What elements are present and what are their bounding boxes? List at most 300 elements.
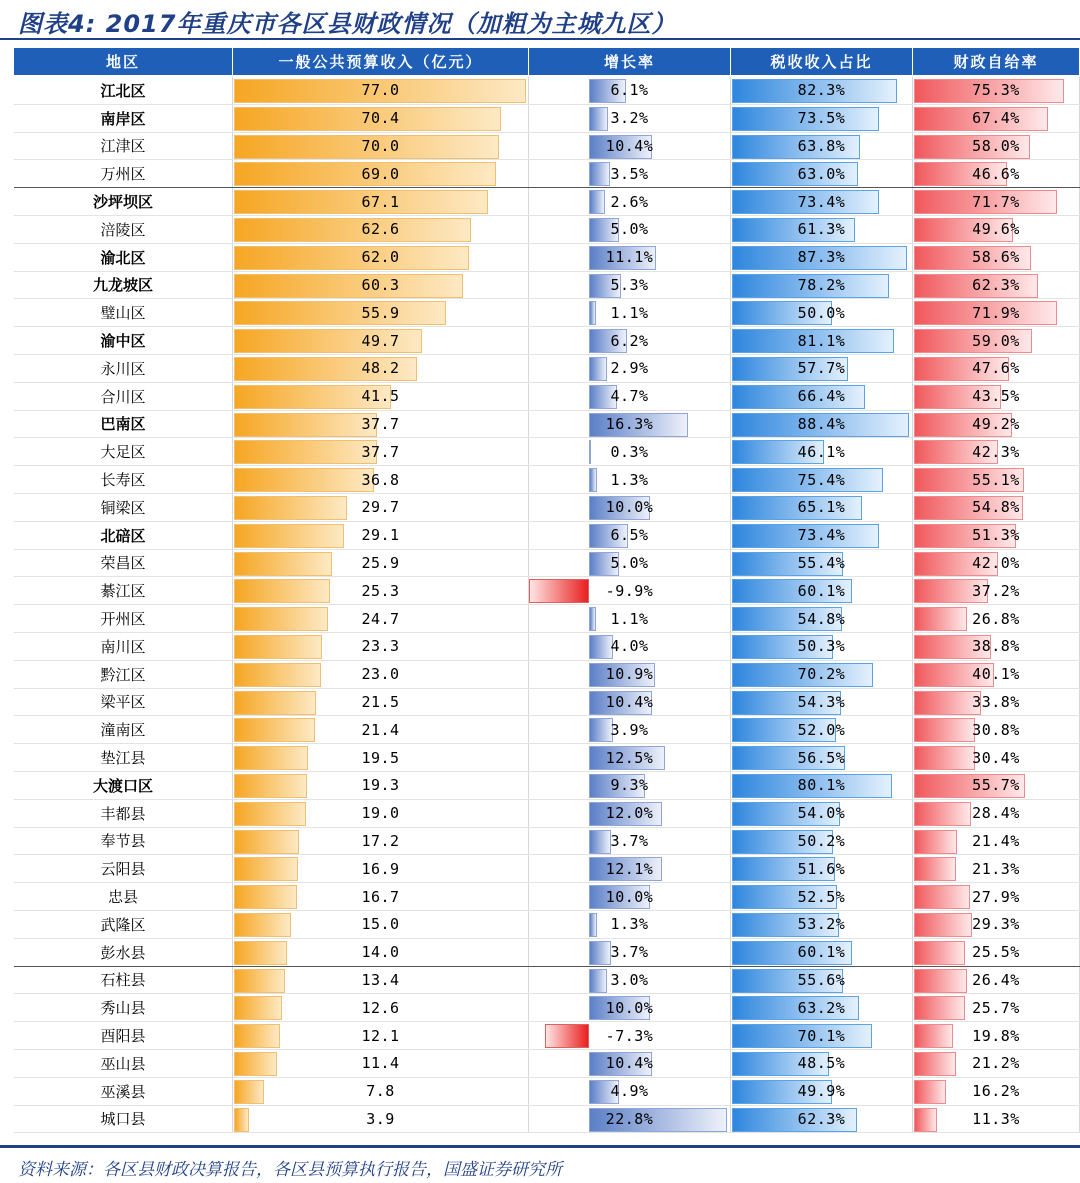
tax-share-value: 66.4%	[797, 387, 846, 406]
column-header-1: 一般公共预算收入（亿元）	[233, 48, 529, 75]
tax-share-cell	[731, 800, 913, 827]
self-sufficiency-cell	[913, 77, 1080, 104]
tax-share-value: 75.4%	[797, 470, 846, 489]
tax-share-cell	[731, 911, 913, 938]
region-label: 巫山县	[14, 1050, 233, 1077]
revenue-value: 70.0	[361, 136, 400, 155]
tax-share-cell	[731, 244, 913, 271]
self-sufficiency-value: 59.0%	[972, 331, 1020, 350]
tax-share-cell	[731, 633, 913, 660]
self-sufficiency-cell	[913, 522, 1080, 549]
growth-cell	[529, 1106, 731, 1133]
growth-cell	[529, 911, 731, 938]
growth-cell	[529, 438, 731, 465]
growth-cell	[529, 327, 731, 354]
self-sufficiency-cell	[913, 411, 1080, 438]
self-sufficiency-value: 19.8%	[972, 1026, 1020, 1045]
region-label: 沙坪坝区	[14, 188, 233, 215]
region-label: 忠县	[14, 883, 233, 910]
tax-share-cell	[731, 828, 913, 855]
table-row	[14, 522, 1080, 550]
self-sufficiency-value: 29.3%	[972, 915, 1020, 934]
table-row	[14, 633, 1080, 661]
revenue-value: 67.1	[361, 192, 400, 211]
revenue-cell	[233, 438, 529, 465]
revenue-value: 62.6	[361, 220, 400, 239]
tax-share-cell	[731, 438, 913, 465]
source-note: 资料来源：各区县财政决算报告，各区县预算执行报告，国盛证券研究所	[18, 1160, 562, 1180]
region-label: 垫江县	[14, 744, 233, 771]
tax-share-value: 60.1%	[797, 943, 846, 962]
self-sufficiency-cell	[913, 605, 1080, 632]
growth-cell	[529, 772, 731, 799]
revenue-cell	[233, 939, 529, 966]
tax-share-value: 63.0%	[797, 164, 846, 183]
growth-cell	[529, 633, 731, 660]
self-sufficiency-value: 67.4%	[972, 109, 1020, 128]
revenue-cell	[233, 272, 529, 299]
revenue-value: 23.3	[361, 637, 400, 656]
bottom-divider	[0, 1145, 1080, 1148]
tax-share-cell	[731, 383, 913, 410]
revenue-value: 69.0	[361, 164, 400, 183]
revenue-value: 77.0	[361, 81, 400, 100]
region-label: 荣昌区	[14, 550, 233, 577]
tax-share-cell	[731, 994, 913, 1021]
revenue-cell	[233, 661, 529, 688]
tax-share-value: 82.3%	[797, 81, 846, 100]
growth-cell	[529, 411, 731, 438]
tax-share-cell	[731, 77, 913, 104]
table-row	[14, 383, 1080, 411]
tax-share-cell	[731, 188, 913, 215]
revenue-cell	[233, 994, 529, 1021]
self-sufficiency-value: 58.6%	[972, 248, 1020, 267]
revenue-cell	[233, 411, 529, 438]
tax-share-value: 52.5%	[797, 887, 846, 906]
revenue-cell	[233, 883, 529, 910]
revenue-cell	[233, 1050, 529, 1077]
self-sufficiency-cell	[913, 494, 1080, 521]
self-sufficiency-cell	[913, 633, 1080, 660]
tax-share-value: 63.8%	[797, 136, 846, 155]
region-label: 石柱县	[14, 967, 233, 994]
revenue-cell	[233, 105, 529, 132]
self-sufficiency-value: 71.9%	[972, 303, 1020, 322]
self-sufficiency-value: 21.4%	[972, 831, 1020, 850]
revenue-cell	[233, 550, 529, 577]
self-sufficiency-value: 55.1%	[972, 470, 1020, 489]
growth-value: 3.5%	[610, 164, 649, 183]
revenue-cell	[233, 855, 529, 882]
region-label: 九龙坡区	[14, 272, 233, 299]
column-header-4: 财政自给率	[913, 48, 1080, 75]
self-sufficiency-cell	[913, 911, 1080, 938]
tax-share-cell	[731, 327, 913, 354]
region-label: 彭水县	[14, 939, 233, 966]
growth-cell	[529, 466, 731, 493]
self-sufficiency-value: 33.8%	[972, 692, 1020, 711]
revenue-value: 37.7	[361, 442, 400, 461]
self-sufficiency-value: 16.2%	[972, 1082, 1020, 1101]
self-sufficiency-value: 58.0%	[972, 136, 1020, 155]
revenue-value: 24.7	[361, 609, 400, 628]
region-label: 潼南区	[14, 716, 233, 743]
growth-value: 1.1%	[610, 303, 649, 322]
growth-cell	[529, 272, 731, 299]
self-sufficiency-value: 11.3%	[972, 1109, 1020, 1128]
growth-value: 4.9%	[610, 1082, 649, 1101]
self-sufficiency-value: 42.0%	[972, 553, 1020, 572]
column-header-0: 地区	[14, 48, 233, 75]
self-sufficiency-cell	[913, 1106, 1080, 1133]
tax-share-cell	[731, 716, 913, 743]
self-sufficiency-cell	[913, 466, 1080, 493]
growth-value: 10.9%	[605, 665, 654, 684]
revenue-value: 29.7	[361, 498, 400, 517]
tax-share-cell	[731, 855, 913, 882]
tax-share-cell	[731, 550, 913, 577]
growth-cell	[529, 160, 731, 187]
growth-value: 16.3%	[605, 414, 654, 433]
growth-value: 12.1%	[605, 859, 654, 878]
growth-value: -9.9%	[605, 581, 654, 600]
revenue-cell	[233, 800, 529, 827]
revenue-value: 36.8	[361, 470, 400, 489]
self-sufficiency-value: 71.7%	[972, 192, 1020, 211]
tax-share-cell	[731, 967, 913, 994]
table-row	[14, 188, 1080, 216]
tax-share-cell	[731, 216, 913, 243]
growth-cell	[529, 299, 731, 326]
region-label: 江津区	[14, 133, 233, 160]
self-sufficiency-cell	[913, 327, 1080, 354]
revenue-value: 70.4	[361, 109, 400, 128]
tax-share-value: 53.2%	[797, 915, 846, 934]
growth-cell	[529, 967, 731, 994]
revenue-cell	[233, 188, 529, 215]
table-row	[14, 355, 1080, 383]
growth-value: 1.1%	[610, 609, 649, 628]
revenue-value: 19.3	[361, 776, 400, 795]
growth-value: 10.0%	[605, 887, 654, 906]
growth-value: 10.4%	[605, 1054, 654, 1073]
table-row	[14, 133, 1080, 161]
tax-share-cell	[731, 744, 913, 771]
tax-share-cell	[731, 883, 913, 910]
tax-share-value: 73.5%	[797, 109, 846, 128]
tax-share-cell	[731, 355, 913, 382]
revenue-value: 29.1	[361, 526, 400, 545]
growth-cell	[529, 828, 731, 855]
tax-share-cell	[731, 522, 913, 549]
growth-cell	[529, 800, 731, 827]
tax-share-cell	[731, 605, 913, 632]
table-row	[14, 939, 1080, 967]
self-sufficiency-cell	[913, 967, 1080, 994]
table-row	[14, 1022, 1080, 1050]
growth-cell	[529, 188, 731, 215]
region-label: 江北区	[14, 77, 233, 104]
revenue-value: 17.2	[361, 831, 400, 850]
revenue-cell	[233, 1022, 529, 1049]
tax-share-cell	[731, 105, 913, 132]
tax-share-cell	[731, 272, 913, 299]
growth-value: 10.4%	[605, 692, 654, 711]
revenue-value: 48.2	[361, 359, 400, 378]
revenue-cell	[233, 160, 529, 187]
revenue-cell	[233, 522, 529, 549]
growth-value: 1.3%	[610, 470, 649, 489]
tax-share-value: 63.2%	[797, 998, 846, 1017]
tax-share-cell	[731, 1078, 913, 1105]
region-label: 北碚区	[14, 522, 233, 549]
self-sufficiency-value: 25.5%	[972, 943, 1020, 962]
region-label: 渝北区	[14, 244, 233, 271]
table-row	[14, 577, 1080, 605]
revenue-cell	[233, 689, 529, 716]
growth-cell	[529, 105, 731, 132]
region-label: 丰都县	[14, 800, 233, 827]
revenue-value: 13.4	[361, 970, 400, 989]
growth-value: 5.0%	[610, 220, 649, 239]
table-row	[14, 272, 1080, 300]
self-sufficiency-cell	[913, 939, 1080, 966]
tax-share-value: 56.5%	[797, 748, 846, 767]
revenue-cell	[233, 244, 529, 271]
tax-share-cell	[731, 939, 913, 966]
region-label: 南岸区	[14, 105, 233, 132]
self-sufficiency-value: 49.2%	[972, 414, 1020, 433]
revenue-value: 21.4	[361, 720, 400, 739]
self-sufficiency-cell	[913, 716, 1080, 743]
revenue-cell	[233, 605, 529, 632]
tax-share-value: 70.2%	[797, 665, 846, 684]
self-sufficiency-value: 30.8%	[972, 720, 1020, 739]
tax-share-cell	[731, 466, 913, 493]
table-row	[14, 244, 1080, 272]
growth-value: 4.7%	[610, 387, 649, 406]
revenue-value: 7.8	[366, 1082, 395, 1101]
growth-value: 6.5%	[610, 526, 649, 545]
self-sufficiency-cell	[913, 772, 1080, 799]
growth-cell	[529, 1022, 731, 1049]
revenue-value: 16.9	[361, 859, 400, 878]
self-sufficiency-cell	[913, 855, 1080, 882]
table-row	[14, 828, 1080, 856]
growth-cell	[529, 855, 731, 882]
revenue-value: 15.0	[361, 915, 400, 934]
figure-title: 图表4: 2017年重庆市各区县财政情况（加粗为主城九区）	[18, 10, 677, 38]
growth-cell	[529, 133, 731, 160]
growth-value: 3.7%	[610, 831, 649, 850]
revenue-cell	[233, 772, 529, 799]
tax-share-cell	[731, 299, 913, 326]
self-sufficiency-cell	[913, 355, 1080, 382]
self-sufficiency-cell	[913, 160, 1080, 187]
region-label: 万州区	[14, 160, 233, 187]
self-sufficiency-cell	[913, 661, 1080, 688]
growth-value: 22.8%	[605, 1109, 654, 1128]
revenue-value: 14.0	[361, 943, 400, 962]
growth-cell	[529, 494, 731, 521]
table-row	[14, 494, 1080, 522]
tax-share-value: 54.0%	[797, 804, 846, 823]
table-row	[14, 772, 1080, 800]
self-sufficiency-value: 26.8%	[972, 609, 1020, 628]
self-sufficiency-value: 21.2%	[972, 1054, 1020, 1073]
table-row	[14, 911, 1080, 939]
region-label: 巫溪县	[14, 1078, 233, 1105]
self-sufficiency-cell	[913, 1078, 1080, 1105]
table-row	[14, 661, 1080, 689]
self-sufficiency-value: 38.8%	[972, 637, 1020, 656]
growth-cell	[529, 883, 731, 910]
tax-share-value: 80.1%	[797, 776, 846, 795]
self-sufficiency-cell	[913, 133, 1080, 160]
growth-value: 5.3%	[610, 275, 649, 294]
tax-share-value: 62.3%	[797, 1109, 846, 1128]
self-sufficiency-cell	[913, 800, 1080, 827]
growth-cell	[529, 1078, 731, 1105]
column-header-2: 增长率	[529, 48, 731, 75]
revenue-value: 12.6	[361, 998, 400, 1017]
growth-cell	[529, 522, 731, 549]
table-row	[14, 605, 1080, 633]
growth-cell	[529, 244, 731, 271]
table-row	[14, 967, 1080, 995]
region-label: 开州区	[14, 605, 233, 632]
table-row	[14, 438, 1080, 466]
revenue-value: 62.0	[361, 248, 400, 267]
revenue-value: 16.7	[361, 887, 400, 906]
growth-value: 3.2%	[610, 109, 649, 128]
growth-value: 4.0%	[610, 637, 649, 656]
revenue-cell	[233, 967, 529, 994]
self-sufficiency-value: 55.7%	[972, 776, 1020, 795]
table-row	[14, 216, 1080, 244]
tax-share-cell	[731, 772, 913, 799]
tax-share-cell	[731, 1106, 913, 1133]
table-row	[14, 800, 1080, 828]
table-row	[14, 411, 1080, 439]
growth-value: 5.0%	[610, 553, 649, 572]
self-sufficiency-cell	[913, 272, 1080, 299]
tax-share-value: 73.4%	[797, 192, 846, 211]
tax-share-value: 52.0%	[797, 720, 846, 739]
region-label: 梁平区	[14, 689, 233, 716]
self-sufficiency-value: 26.4%	[972, 970, 1020, 989]
tax-share-cell	[731, 1022, 913, 1049]
revenue-cell	[233, 828, 529, 855]
revenue-cell	[233, 577, 529, 604]
self-sufficiency-value: 30.4%	[972, 748, 1020, 767]
region-label: 铜梁区	[14, 494, 233, 521]
growth-value: 3.0%	[610, 970, 649, 989]
self-sufficiency-cell	[913, 1022, 1080, 1049]
tax-share-cell	[731, 133, 913, 160]
growth-cell	[529, 216, 731, 243]
table-row	[14, 883, 1080, 911]
region-label: 南川区	[14, 633, 233, 660]
self-sufficiency-cell	[913, 244, 1080, 271]
growth-cell	[529, 939, 731, 966]
region-label: 涪陵区	[14, 216, 233, 243]
tax-share-value: 73.4%	[797, 526, 846, 545]
revenue-cell	[233, 355, 529, 382]
growth-cell	[529, 689, 731, 716]
revenue-cell	[233, 216, 529, 243]
growth-value: 2.6%	[610, 192, 649, 211]
region-label: 大渡口区	[14, 772, 233, 799]
revenue-cell	[233, 327, 529, 354]
table-row	[14, 105, 1080, 133]
table-row	[14, 299, 1080, 327]
region-label: 奉节县	[14, 828, 233, 855]
revenue-value: 19.0	[361, 804, 400, 823]
growth-cell	[529, 994, 731, 1021]
tax-share-cell	[731, 494, 913, 521]
table-row	[14, 744, 1080, 772]
revenue-cell	[233, 911, 529, 938]
table-row	[14, 855, 1080, 883]
growth-value: 1.3%	[610, 915, 649, 934]
table-row	[14, 466, 1080, 494]
table-row	[14, 77, 1080, 105]
self-sufficiency-value: 27.9%	[972, 887, 1020, 906]
tax-share-value: 70.1%	[797, 1026, 846, 1045]
region-label: 大足区	[14, 438, 233, 465]
table-row	[14, 1050, 1080, 1078]
self-sufficiency-value: 49.6%	[972, 220, 1020, 239]
revenue-value: 11.4	[361, 1054, 400, 1073]
self-sufficiency-cell	[913, 438, 1080, 465]
column-header-3: 税收收入占比	[731, 48, 913, 75]
tax-share-value: 50.2%	[797, 831, 846, 850]
growth-value: 6.1%	[610, 81, 649, 100]
tax-share-value: 60.1%	[797, 581, 846, 600]
revenue-cell	[233, 466, 529, 493]
growth-value: 9.3%	[610, 776, 649, 795]
revenue-cell	[233, 744, 529, 771]
region-label: 武隆区	[14, 911, 233, 938]
revenue-cell	[233, 633, 529, 660]
tax-share-value: 51.6%	[797, 859, 846, 878]
table-row	[14, 716, 1080, 744]
revenue-value: 55.9	[361, 303, 400, 322]
tax-share-value: 50.3%	[797, 637, 846, 656]
region-label: 巴南区	[14, 411, 233, 438]
region-label: 渝中区	[14, 327, 233, 354]
growth-cell	[529, 1050, 731, 1077]
revenue-value: 23.0	[361, 665, 400, 684]
growth-cell	[529, 744, 731, 771]
self-sufficiency-value: 47.6%	[972, 359, 1020, 378]
tax-share-value: 46.1%	[797, 442, 846, 461]
self-sufficiency-value: 28.4%	[972, 804, 1020, 823]
tax-share-value: 65.1%	[797, 498, 846, 517]
growth-value: 0.3%	[610, 442, 649, 461]
tax-share-value: 57.7%	[797, 359, 846, 378]
growth-cell	[529, 605, 731, 632]
region-label: 城口县	[14, 1106, 233, 1133]
growth-cell	[529, 77, 731, 104]
region-label: 璧山区	[14, 299, 233, 326]
growth-cell	[529, 577, 731, 604]
tax-share-cell	[731, 1050, 913, 1077]
table-row	[14, 550, 1080, 578]
tax-share-cell	[731, 577, 913, 604]
